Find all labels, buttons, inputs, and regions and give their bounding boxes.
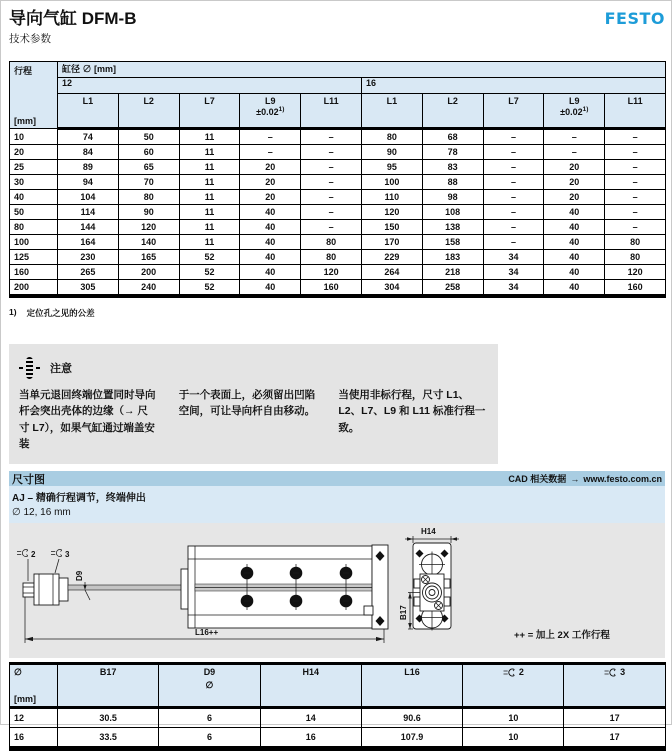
table-row (10, 160, 666, 175)
value-cell: 107.9 (361, 728, 462, 749)
value-cell: – (301, 205, 362, 220)
value-cell: – (240, 145, 301, 160)
dim-b17-label: B17 (399, 605, 408, 621)
value-cell: 164 (58, 235, 119, 250)
row-key-cell: 50 (10, 205, 58, 220)
diameter-range: ∅ 12, 16 mm (12, 507, 71, 519)
table-row (10, 190, 666, 205)
value-cell: 240 (118, 280, 179, 297)
value-cell: – (301, 160, 362, 175)
col-header-l9: L9 $\pm 0.02^{1)}$ (240, 94, 301, 129)
value-cell: 120 (605, 265, 666, 280)
value-cell: 80 (118, 190, 179, 205)
value-cell: 150 (361, 220, 422, 235)
value-cell: 80 (605, 235, 666, 250)
row-key-cell: 125 (10, 250, 58, 265)
value-cell: 6 (159, 708, 260, 728)
row-key-cell: 30 (10, 175, 58, 190)
row-key-cell: 160 (10, 265, 58, 280)
value-cell: 160 (301, 280, 362, 297)
value-cell: 304 (361, 280, 422, 297)
value-cell: – (605, 190, 666, 205)
value-cell: 40 (240, 205, 301, 220)
wrench-icon (604, 668, 619, 677)
table-row (10, 250, 666, 265)
value-cell: – (301, 175, 362, 190)
col-header-wrench2: 2 (463, 664, 564, 708)
value-cell: 10 (463, 708, 564, 728)
value-cell: 68 (422, 129, 483, 145)
value-cell: 40 (240, 220, 301, 235)
value-cell: – (301, 220, 362, 235)
table-row (10, 175, 666, 190)
value-cell: 11 (179, 129, 240, 145)
dim-l16-label: L16++ (195, 628, 219, 638)
value-cell: 98 (422, 190, 483, 205)
value-cell: 17 (564, 728, 665, 749)
col-header-h14: H14 (260, 664, 361, 708)
row-key-cell: 100 (10, 235, 58, 250)
value-cell: 138 (422, 220, 483, 235)
value-cell: – (483, 190, 544, 205)
value-cell: 11 (179, 145, 240, 160)
value-cell: 33.5 (58, 728, 159, 749)
dimensions-section-bar (9, 471, 665, 486)
value-cell: 6 (159, 728, 260, 749)
row-key-cell: 80 (10, 220, 58, 235)
value-cell: – (483, 205, 544, 220)
value-cell: 40 (544, 235, 605, 250)
value-cell: 11 (179, 235, 240, 250)
arrow-right-icon: → (570, 473, 580, 484)
table-row (10, 205, 666, 220)
footnote-ref: 1) (582, 106, 589, 113)
value-cell: 30.5 (58, 708, 159, 728)
value-cell: 40 (240, 265, 301, 280)
cad-link[interactable]: www.festo.com.cn (583, 473, 662, 484)
value-cell: – (605, 160, 666, 175)
diameter-header-cell: ∅ [mm] (10, 664, 58, 708)
value-cell: – (483, 175, 544, 190)
note-box (9, 344, 498, 464)
value-cell: – (483, 160, 544, 175)
value-cell: 114 (58, 205, 119, 220)
value-cell: 34 (483, 250, 544, 265)
value-cell: – (605, 129, 666, 145)
value-cell: 11 (179, 175, 240, 190)
value-cell: – (483, 220, 544, 235)
col-header-l2: L2 (118, 94, 179, 129)
diameter-12-header: 12 (58, 78, 362, 94)
value-cell: 10 (463, 728, 564, 749)
technical-data-table (9, 61, 666, 298)
value-cell: 34 (483, 265, 544, 280)
value-cell: 11 (179, 160, 240, 175)
value-cell: 305 (58, 280, 119, 297)
value-cell: 11 (179, 205, 240, 220)
value-cell: 50 (118, 129, 179, 145)
footnote-ref: 1) (278, 106, 285, 113)
stroke-unit-label: [mm] (14, 116, 36, 126)
value-cell: 52 (179, 265, 240, 280)
value-cell: – (605, 220, 666, 235)
row-key-cell: 10 (10, 129, 58, 145)
col-header-l7: L7 (483, 94, 544, 129)
value-cell: 88 (422, 175, 483, 190)
festo-logo: FESTO (604, 9, 665, 28)
table-row (10, 280, 666, 297)
technical-data-body (10, 129, 666, 297)
table-row (10, 145, 666, 160)
svg-text:2: 2 (31, 550, 36, 560)
dimensions-title: 尺寸图 (12, 473, 45, 486)
value-cell: 20 (544, 190, 605, 205)
value-cell: 20 (544, 175, 605, 190)
value-cell: 120 (118, 220, 179, 235)
row-key-cell: 12 (10, 708, 58, 728)
table-row (10, 265, 666, 280)
value-cell: 74 (58, 129, 119, 145)
row-key-cell: 40 (10, 190, 58, 205)
value-cell: 120 (361, 205, 422, 220)
value-cell: – (483, 235, 544, 250)
value-cell: – (605, 205, 666, 220)
value-cell: – (301, 129, 362, 145)
col-header-wrench3: 3 (564, 664, 665, 708)
value-cell: 65 (118, 160, 179, 175)
footnote-marker: 1) (9, 307, 17, 317)
value-cell: 158 (422, 235, 483, 250)
value-cell: 200 (118, 265, 179, 280)
dim-wrench2-label (17, 550, 36, 582)
end-view (399, 527, 459, 631)
col-header-l11: L11 (605, 94, 666, 129)
value-cell: 11 (179, 220, 240, 235)
value-cell: 100 (361, 175, 422, 190)
stroke-label: 行程 (14, 66, 33, 76)
footnote (9, 307, 665, 319)
note-icon (19, 357, 40, 379)
value-cell: 120 (301, 265, 362, 280)
value-cell: – (483, 129, 544, 145)
value-cell: 144 (58, 220, 119, 235)
value-cell: 70 (118, 175, 179, 190)
value-cell: 264 (361, 265, 422, 280)
value-cell: 40 (544, 220, 605, 235)
value-cell: 40 (240, 250, 301, 265)
table-row (10, 235, 666, 250)
value-cell: 230 (58, 250, 119, 265)
variant-subtitle: AJ – 精确行程调节，终端伸出 (12, 493, 146, 505)
value-cell: – (544, 129, 605, 145)
value-cell: 40 (544, 265, 605, 280)
value-cell: 40 (544, 280, 605, 297)
note-title: 注意 (50, 363, 72, 375)
value-cell: – (544, 145, 605, 160)
value-cell: 95 (361, 160, 422, 175)
value-cell: 80 (301, 250, 362, 265)
value-cell: 80 (361, 129, 422, 145)
value-cell: 20 (544, 160, 605, 175)
row-key-cell: 25 (10, 160, 58, 175)
col-header-l9: L9 $\pm 0.02^{1)}$ (544, 94, 605, 129)
value-cell: 60 (118, 145, 179, 160)
page-title: 导向气缸 DFM-B (9, 9, 137, 28)
value-cell: 170 (361, 235, 422, 250)
dimension-values-body (10, 708, 666, 749)
dim-h14-label: H14 (421, 527, 436, 537)
value-cell: 90.6 (361, 708, 462, 728)
value-cell: 52 (179, 280, 240, 297)
page-subtitle: 技术参数 (9, 33, 51, 45)
technical-drawing-svg (9, 523, 665, 658)
value-cell: 40 (544, 250, 605, 265)
value-cell: 34 (483, 280, 544, 297)
value-cell: 90 (118, 205, 179, 220)
col-header-d9: D9 ∅ (159, 664, 260, 708)
dimension-drawing (9, 523, 665, 658)
value-cell: 40 (544, 205, 605, 220)
col-header-l7: L7 (179, 94, 240, 129)
dimensions-subheader (9, 486, 665, 523)
value-cell: 110 (361, 190, 422, 205)
value-cell: 52 (179, 250, 240, 265)
svg-text:3: 3 (65, 550, 70, 560)
value-cell: 20 (240, 190, 301, 205)
col-header-b17: B17 (58, 664, 159, 708)
col-header-l16: L16 (361, 664, 462, 708)
table-row (10, 129, 666, 145)
footnote-text: 定位孔之见的公差 (26, 308, 95, 318)
value-cell: 40 (240, 235, 301, 250)
col-header-l11: L11 (301, 94, 362, 129)
value-cell: 90 (361, 145, 422, 160)
value-cell: 258 (422, 280, 483, 297)
dim-d9-label: D9 (75, 570, 84, 582)
value-cell: – (301, 190, 362, 205)
value-cell: 84 (58, 145, 119, 160)
value-cell: 17 (564, 708, 665, 728)
cad-data-label: CAD 相关数据 (508, 474, 567, 485)
value-cell: 16 (260, 728, 361, 749)
value-cell: 80 (301, 235, 362, 250)
col-header-l1: L1 (361, 94, 422, 129)
value-cell: 14 (260, 708, 361, 728)
value-cell: 20 (240, 160, 301, 175)
bore-group-header: 缸径 ∅ [mm] (58, 62, 666, 78)
value-cell: – (605, 145, 666, 160)
wrench-icon (503, 668, 518, 677)
value-cell: 265 (58, 265, 119, 280)
value-cell: 83 (422, 160, 483, 175)
page-header (9, 1, 665, 46)
row-key-cell: 200 (10, 280, 58, 297)
note-column-3: 当使用非标行程，尺寸 L1、L2、L7、L9 和 L11 标准行程一致。 (338, 389, 486, 434)
value-cell: 108 (422, 205, 483, 220)
table-row (10, 728, 666, 749)
value-cell: 78 (422, 145, 483, 160)
stroke-header-cell (10, 62, 58, 129)
value-cell: 20 (240, 175, 301, 190)
col-header-l2: L2 (422, 94, 483, 129)
side-view (17, 545, 388, 643)
value-cell: – (483, 145, 544, 160)
note-column-2: 于一个表面上，必须留出凹陷空间，可让导向杆自由移动。 (178, 389, 316, 418)
value-cell: 80 (605, 250, 666, 265)
stroke-note: ++ = 加上 2X 工作行程 (514, 630, 610, 642)
value-cell: 89 (58, 160, 119, 175)
dim-wrench3-label (51, 550, 70, 574)
value-cell: 218 (422, 265, 483, 280)
row-key-cell: 20 (10, 145, 58, 160)
value-cell: 229 (361, 250, 422, 265)
value-cell: 183 (422, 250, 483, 265)
table-row (10, 220, 666, 235)
value-cell: – (605, 175, 666, 190)
diameter-16-header: 16 (361, 78, 665, 94)
value-cell: – (301, 145, 362, 160)
dimension-values-table (9, 662, 666, 751)
col-header-l1: L1 (58, 94, 119, 129)
value-cell: – (240, 129, 301, 145)
value-cell: 40 (240, 280, 301, 297)
note-column-1: 当单元退回终端位置同时导向杆会突出壳体的边缘（→ 尺寸 L7），如果气缸通过端盖安装 (19, 389, 156, 450)
row-key-cell: 16 (10, 728, 58, 749)
table-row (10, 708, 666, 728)
value-cell: 104 (58, 190, 119, 205)
value-cell: 94 (58, 175, 119, 190)
value-cell: 140 (118, 235, 179, 250)
value-cell: 160 (605, 280, 666, 297)
value-cell: 165 (118, 250, 179, 265)
value-cell: 11 (179, 190, 240, 205)
